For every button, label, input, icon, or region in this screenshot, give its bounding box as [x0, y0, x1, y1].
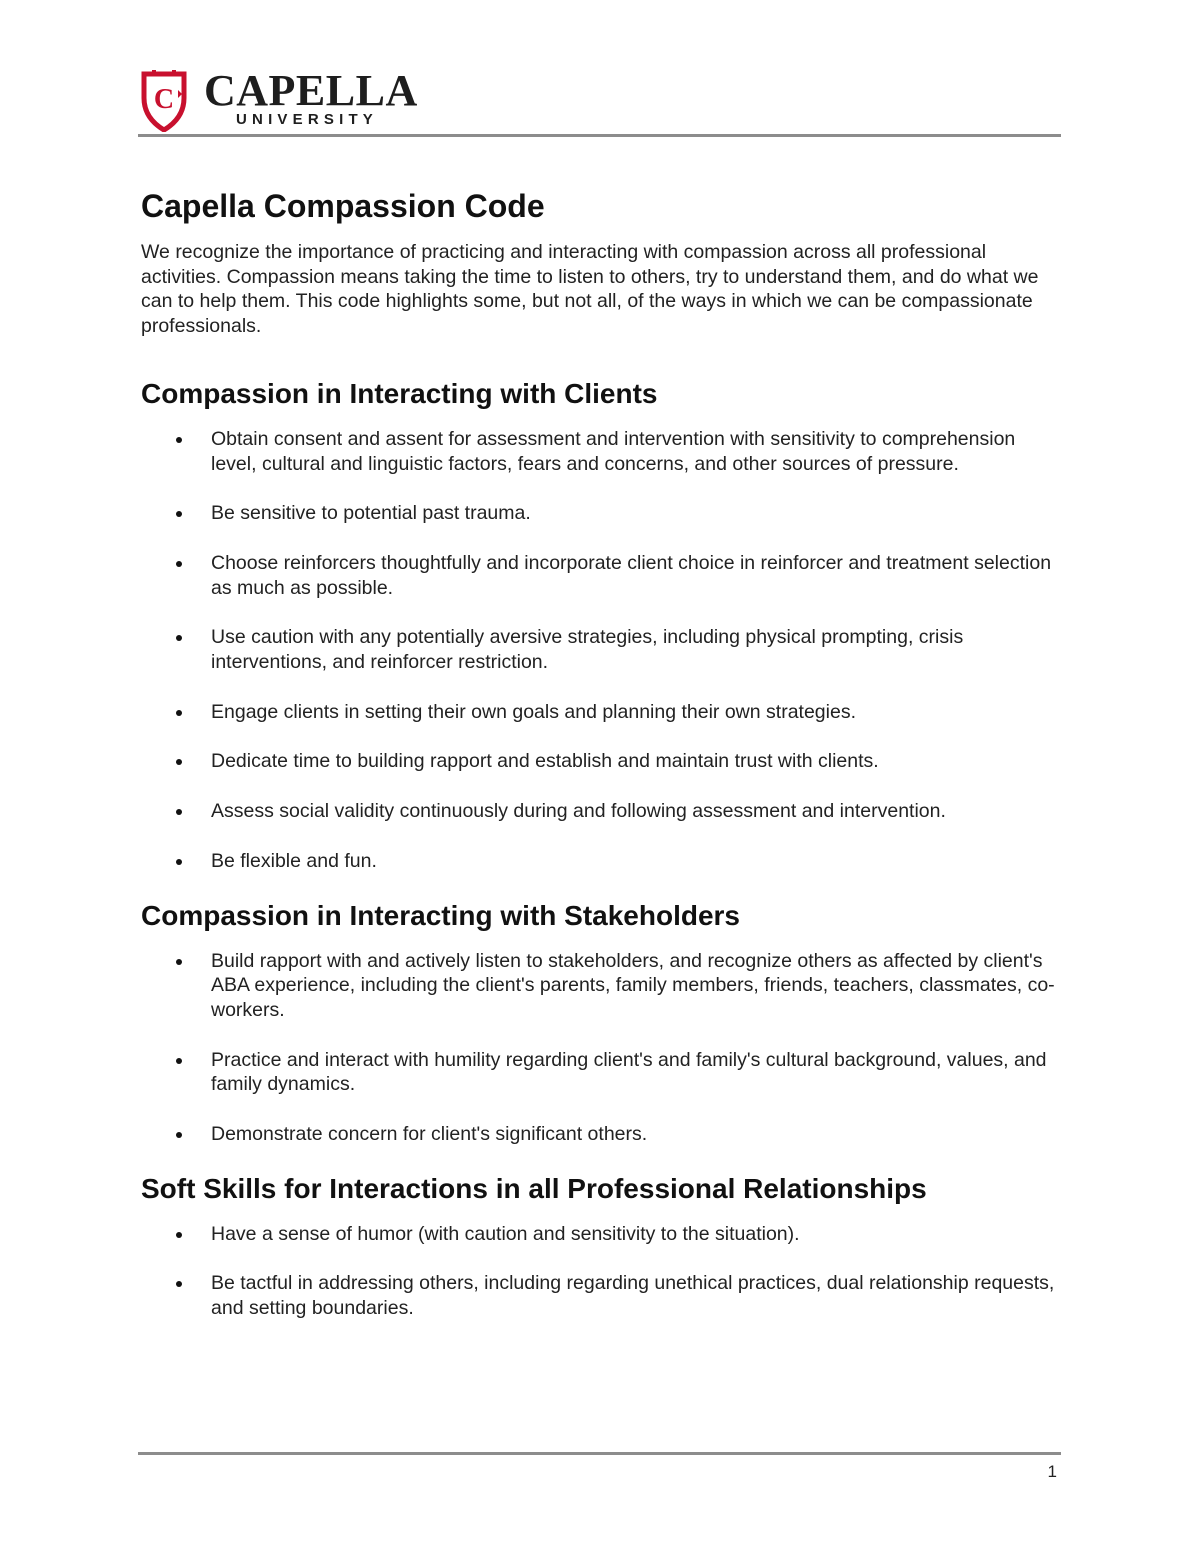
- section-heading: Compassion in Interacting with Stakeholders: [141, 899, 740, 931]
- list-item: Demonstrate concern for client's significant others.: [141, 1122, 1061, 1147]
- list-item: Be sensitive to potential past trauma.: [141, 501, 1061, 526]
- shield-logo-icon: [138, 68, 190, 132]
- header-divider: [138, 134, 1061, 137]
- section-stakeholders: [141, 899, 1061, 1147]
- section-clients: [141, 377, 1061, 874]
- bullet-list: [141, 427, 1061, 874]
- bullet-list: [141, 949, 1061, 1147]
- intro-paragraph: We recognize the importance of practicing and interacting with compassion across all professional activities. Compassion means taking the time to listen to others, try to understand them, and do what we can to help them. This code highlights some, but not all, of the ways in which we can be compassionate professionals.: [141, 241, 1039, 338]
- page-title: Capella Compassion Code: [141, 188, 545, 224]
- list-item: Be tactful in addressing others, including regarding unethical practices, dual relationship requests, and setting boundaries.: [141, 1271, 1061, 1320]
- list-item: Build rapport with and actively listen to stakeholders, and recognize others as affected by client's ABA experience, including the client's parents, family members, friends, teachers, classmates, co-workers.: [141, 949, 1061, 1023]
- list-item: Obtain consent and assent for assessment and intervention with sensitivity to comprehension level, cultural and linguistic factors, fears and concerns, and other sources of pressure.: [141, 427, 1061, 476]
- list-item: Assess social validity continuously during and following assessment and intervention.: [141, 799, 1061, 824]
- logo-wordmark: CAPELLA: [204, 66, 418, 115]
- list-item: Practice and interact with humility regarding client's and family's cultural background, values, and family dynamics.: [141, 1048, 1061, 1097]
- footer-divider: [138, 1452, 1061, 1455]
- section-soft-skills: [141, 1172, 1061, 1321]
- list-item: Use caution with any potentially aversive strategies, including physical prompting, crisis interventions, and reinforcer restriction.: [141, 625, 1061, 674]
- list-item: Choose reinforcers thoughtfully and incorporate client choice in reinforcer and treatment selection as much as possible.: [141, 551, 1061, 600]
- list-item: Dedicate time to building rapport and establish and maintain trust with clients.: [141, 749, 1061, 774]
- logo-subtitle: UNIVERSITY: [236, 111, 379, 128]
- svg-text:C: C: [153, 84, 175, 115]
- document-body: [141, 186, 1061, 1346]
- page-number: 1: [1047, 1462, 1057, 1481]
- list-item: Engage clients in setting their own goals and planning their own strategies.: [141, 700, 1061, 725]
- capella-logo: [138, 68, 428, 132]
- section-heading: Soft Skills for Interactions in all Professional Relationships: [141, 1172, 927, 1204]
- list-item: Have a sense of humor (with caution and sensitivity to the situation).: [141, 1222, 1061, 1247]
- section-heading: Compassion in Interacting with Clients: [141, 377, 658, 409]
- bullet-list: [141, 1222, 1061, 1321]
- list-item: Be flexible and fun.: [141, 849, 1061, 874]
